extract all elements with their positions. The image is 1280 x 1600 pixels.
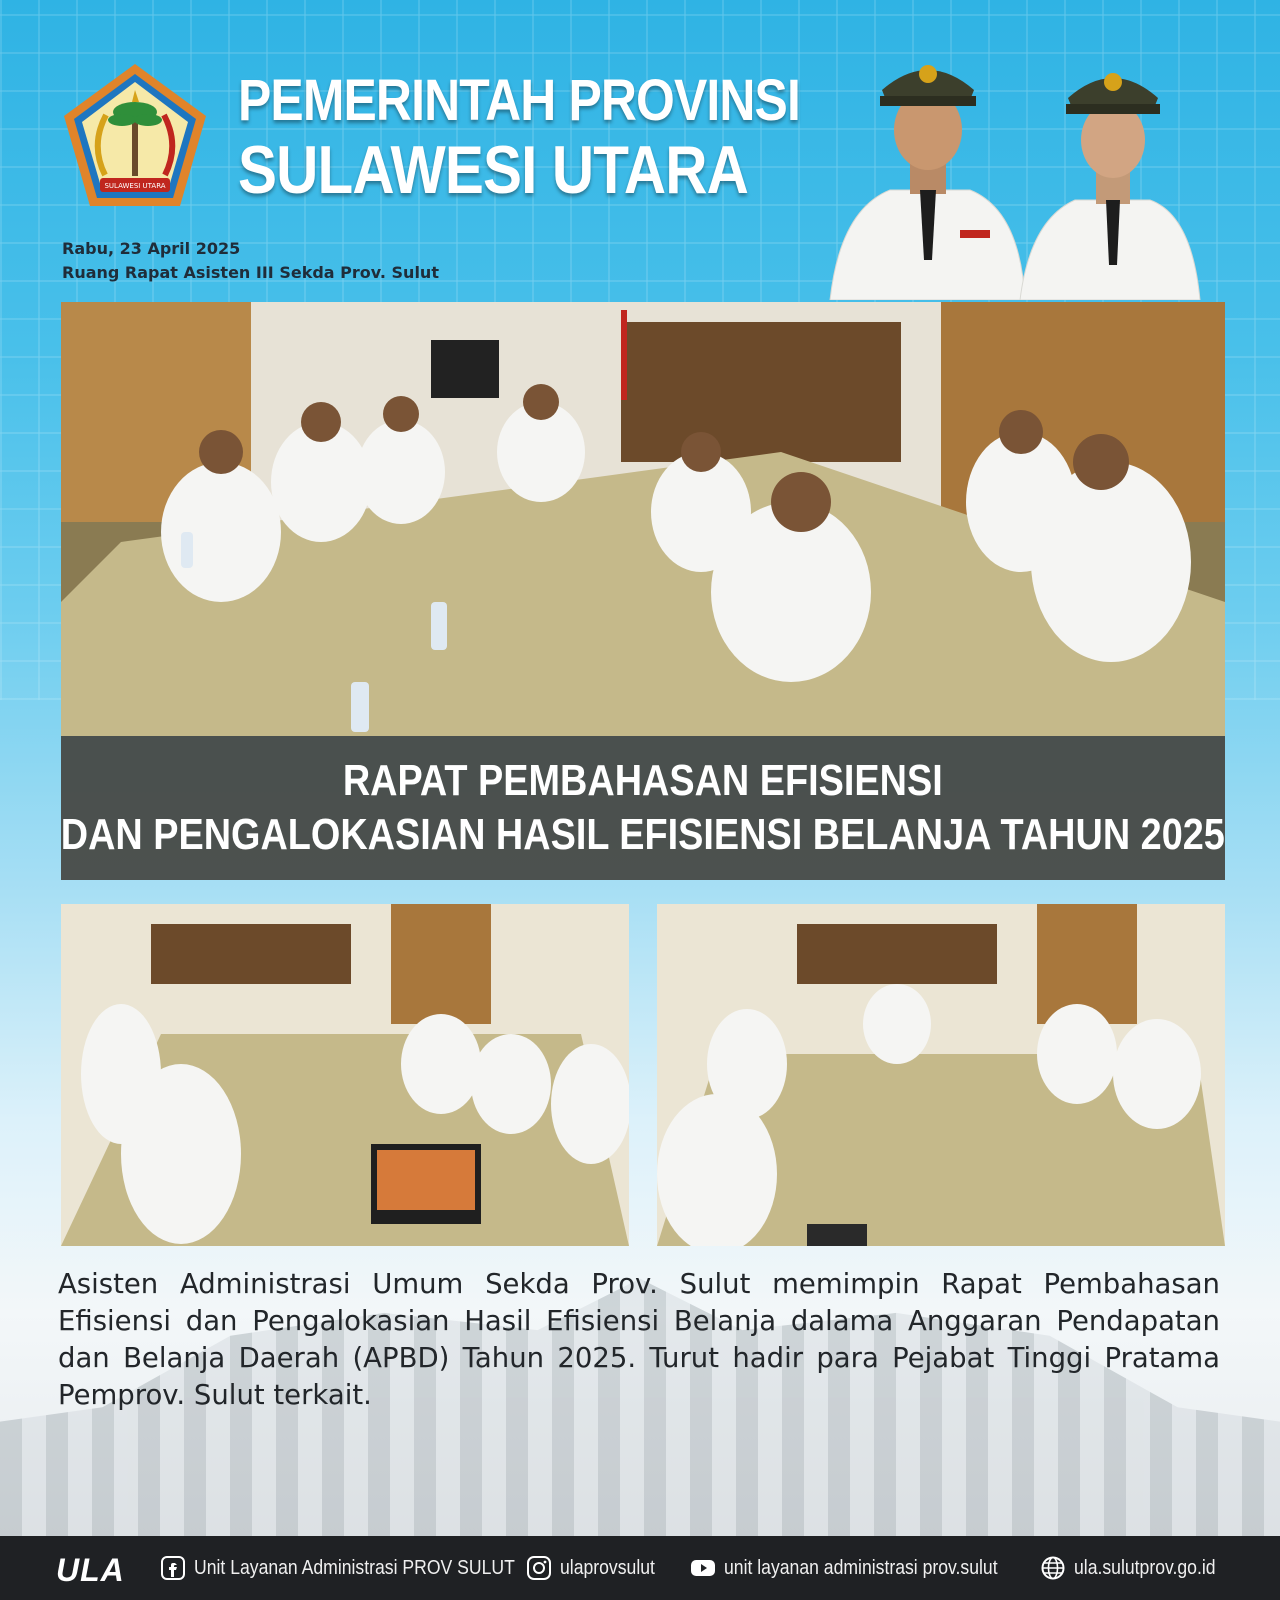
- event-location: Ruang Rapat Asisten III Sekda Prov. Sulut: [62, 263, 439, 282]
- leader-left-figure: [830, 65, 1025, 300]
- leaders-portrait: [820, 30, 1220, 300]
- facebook-label: Unit Layanan Administrasi PROV SULUT: [194, 1556, 515, 1579]
- event-title-banner: [61, 736, 1225, 880]
- youtube-icon: [690, 1555, 716, 1581]
- footer-facebook[interactable]: [160, 1555, 559, 1581]
- footer-youtube[interactable]: [690, 1555, 1035, 1581]
- website-label: ula.sulutprov.go.id: [1074, 1556, 1216, 1579]
- facebook-icon: [160, 1555, 186, 1581]
- event-meta: [62, 237, 439, 285]
- footer-bar: [0, 1536, 1280, 1600]
- banner-line-1: RAPAT PEMBAHASAN EFISIENSI: [343, 756, 943, 805]
- banner-line-2: DAN PENGALOKASIAN HASIL EFISIENSI BELANJA TAHUN 2025: [60, 810, 1226, 859]
- title-line-1: PEMERINTAH PROVINSI: [238, 68, 800, 133]
- meeting-photo-left: [61, 904, 629, 1246]
- footer-website[interactable]: [1040, 1555, 1235, 1581]
- news-caption: Asisten Administrasi Umum Sekda Prov. Sulut memimpin Rapat Pembahasan Efisiensi dan Pengalokasian Hasil Efisiensi Belanja dalama Anggaran Pendapatan dan Belanja Daerah (APBD) Tahun 2025. Turut hadir para Pejabat Tinggi Pratama Pemprov. Sulut terkait.: [58, 1268, 1220, 1411]
- emblem-ribbon-text: SULAWESI UTARA: [104, 182, 166, 190]
- header-title: [238, 68, 891, 208]
- ula-brand-logo: ULA: [56, 1552, 125, 1588]
- footer-instagram[interactable]: [526, 1555, 668, 1581]
- meeting-photo-right: [657, 904, 1225, 1246]
- event-date: Rabu, 23 April 2025: [62, 239, 241, 258]
- instagram-icon: [526, 1555, 552, 1581]
- province-emblem: [60, 60, 210, 210]
- leader-right-figure: [1020, 73, 1200, 300]
- youtube-label: unit layanan administrasi prov.sulut: [724, 1556, 998, 1579]
- main-meeting-photo: [61, 302, 1225, 736]
- title-line-2: SULAWESI UTARA: [238, 132, 748, 208]
- instagram-label: ulaprovsulut: [560, 1556, 655, 1579]
- globe-icon: [1040, 1555, 1066, 1581]
